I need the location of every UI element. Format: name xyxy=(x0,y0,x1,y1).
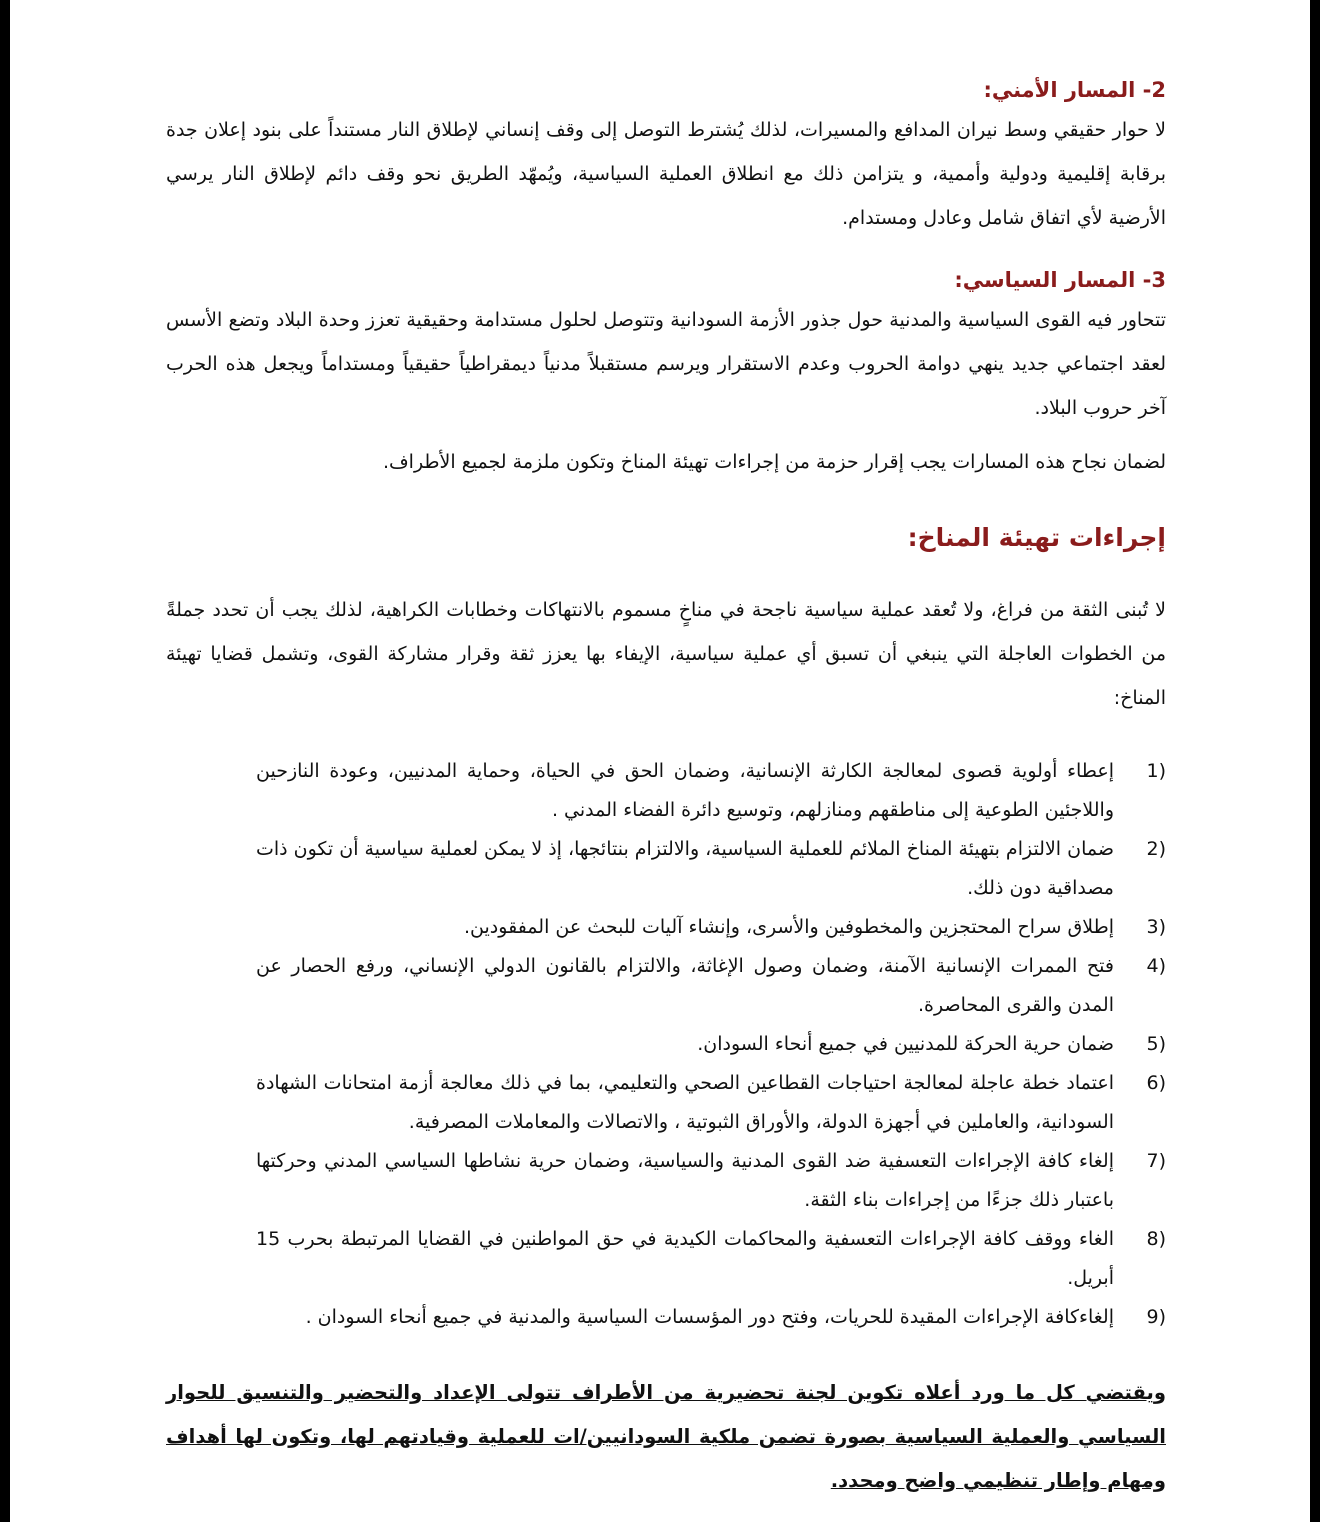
list-item-text: فتح الممرات الإنسانية الآمنة، وضمان وصول الإغاثة، والالتزام بالقانون الدولي الإنساني، ورفع الحصار عن المدن والقرى المحاصرة. xyxy=(256,955,1114,1016)
list-item xyxy=(256,1298,1166,1337)
list-item-text: إطلاق سراح المحتجزين والمخطوفين والأسرى، وإنشاء آليات للبحث عن المفقودين. xyxy=(464,916,1114,938)
document-content xyxy=(166,72,1166,1503)
climate-intro: لا تُبنى الثقة من فراغ، ولا تُعقد عملية سياسية ناجحة في مناخٍ مسموم بالانتهاكات وخطابات الكراهية، لذلك يجب أن تحدد جملةً من الخطوات العاجلة التي ينبغي أن تسبق أي عملية سياسية، الإيفاء بها يعزز ثقة وقرار مشاركة القوى، وتشمل قضايا تهيئة المناخ: xyxy=(166,599,1166,709)
political-track-title: 3- المسار السياسي: xyxy=(954,268,1166,292)
list-item xyxy=(256,830,1166,908)
list-item-number: 1) xyxy=(1146,760,1166,782)
list-item xyxy=(256,1025,1166,1064)
political-track-text: تتحاور فيه القوى السياسية والمدنية حول جذور الأزمة السودانية وتتوصل لحلول مستدامة وحقيقية تعزز وحدة البلاد وتضع الأسس لعقد اجتماعي جديد ينهي دوامة الحروب وعدم الاستقرار ويرسم مستقبلاً مدنياً ديمقراطياً حقيقياً ومستداماً ويجعل هذه الحرب آخر حروب البلاد. xyxy=(166,309,1166,419)
list-item-number: 3) xyxy=(1146,916,1166,938)
list-item xyxy=(256,908,1166,947)
document-page xyxy=(10,0,1310,1522)
closing-statement: ويقتضي كل ما ورد أعلاه تكوين لجنة تحضيرية من الأطراف تتولى الإعداد والتحضير والتنسيق للحوار السياسي والعملية السياسية بصورة تضمن ملكية السودانيين/ات للعملية وقيادتهم لها، وتكون لها أهداف ومهام وإطار تنظيمي واضح ومحدد. xyxy=(166,1381,1166,1492)
security-track-text: لا حوار حقيقي وسط نيران المدافع والمسيرات، لذلك يُشترط التوصل إلى وقف إنساني لإطلاق النار مستنداً على بنود إعلان جدة برقابة إقليمية ودولية وأممية، و يتزامن ذلك مع انطلاق العملية السياسية، ويُمهّد الطريق نحو وقف دائم لإطلاق النار يرسي الأرضية لأي اتفاق شامل وعادل ومستدام. xyxy=(166,119,1166,229)
list-item-text: الغاء ووقف كافة الإجراءات التعسفية والمحاكمات الكيدية في حق المواطنين في القضايا المرتبطة بحرب 15 أبريل. xyxy=(256,1228,1114,1289)
list-item-text: إلغاءكافة الإجراءات المقيدة للحريات، وفتح دور المؤسسات السياسية والمدنية في جميع أنحاء السودان . xyxy=(305,1306,1114,1328)
list-item-text: إعطاء أولوية قصوى لمعالجة الكارثة الإنسانية، وضمان الحق في الحياة، وحماية المدنيين، وعودة النازحين واللاجئين الطوعية إلى مناطقهم ومنازلهم، وتوسيع دائرة الفضاء المدني . xyxy=(256,760,1114,821)
list-item-text: اعتماد خطة عاجلة لمعالجة احتياجات القطاعين الصحي والتعليمي، بما في ذلك معالجة أزمة امتحانات الشهادة السودانية، والعاملين في أجهزة الدولة، والأوراق الثبوتية ، والاتصالات والمعاملات المصرفية. xyxy=(256,1072,1114,1133)
list-item-number: 9) xyxy=(1146,1306,1166,1328)
climate-heading: إجراءات تهيئة المناخ: xyxy=(907,523,1166,552)
list-item xyxy=(256,1220,1166,1298)
security-track-title: 2- المسار الأمني: xyxy=(983,78,1166,102)
list-item-number: 6) xyxy=(1146,1072,1166,1094)
list-item xyxy=(256,947,1166,1025)
list-item xyxy=(256,752,1166,830)
list-item-number: 4) xyxy=(1146,955,1166,977)
list-item-text: ضمان الالتزام بتهيئة المناخ الملائم للعملية السياسية، والالتزام بنتائجها، إذ لا يمكن لعملية سياسية أن تكون ذات مصداقية دون ذلك. xyxy=(256,838,1114,899)
list-item xyxy=(256,1142,1166,1220)
list-item-number: 5) xyxy=(1146,1033,1166,1055)
list-item-text: إلغاء كافة الإجراءات التعسفية ضد القوى المدنية والسياسية، وضمان حرية نشاطها السياسي المدني وحركتها باعتبار ذلك جزءًا من إجراءات بناء الثقة. xyxy=(256,1150,1114,1211)
list-item-text: ضمان حرية الحركة للمدنيين في جميع أنحاء السودان. xyxy=(697,1033,1114,1055)
list-item-number: 2) xyxy=(1146,838,1166,860)
list-item xyxy=(256,1064,1166,1142)
success-note: لضمان نجاح هذه المسارات يجب إقرار حزمة من إجراءات تهيئة المناخ وتكون ملزمة لجميع الأطراف. xyxy=(382,451,1166,473)
list-item-number: 7) xyxy=(1146,1150,1166,1172)
climate-measures-list xyxy=(166,752,1166,1337)
list-item-number: 8) xyxy=(1146,1228,1166,1250)
